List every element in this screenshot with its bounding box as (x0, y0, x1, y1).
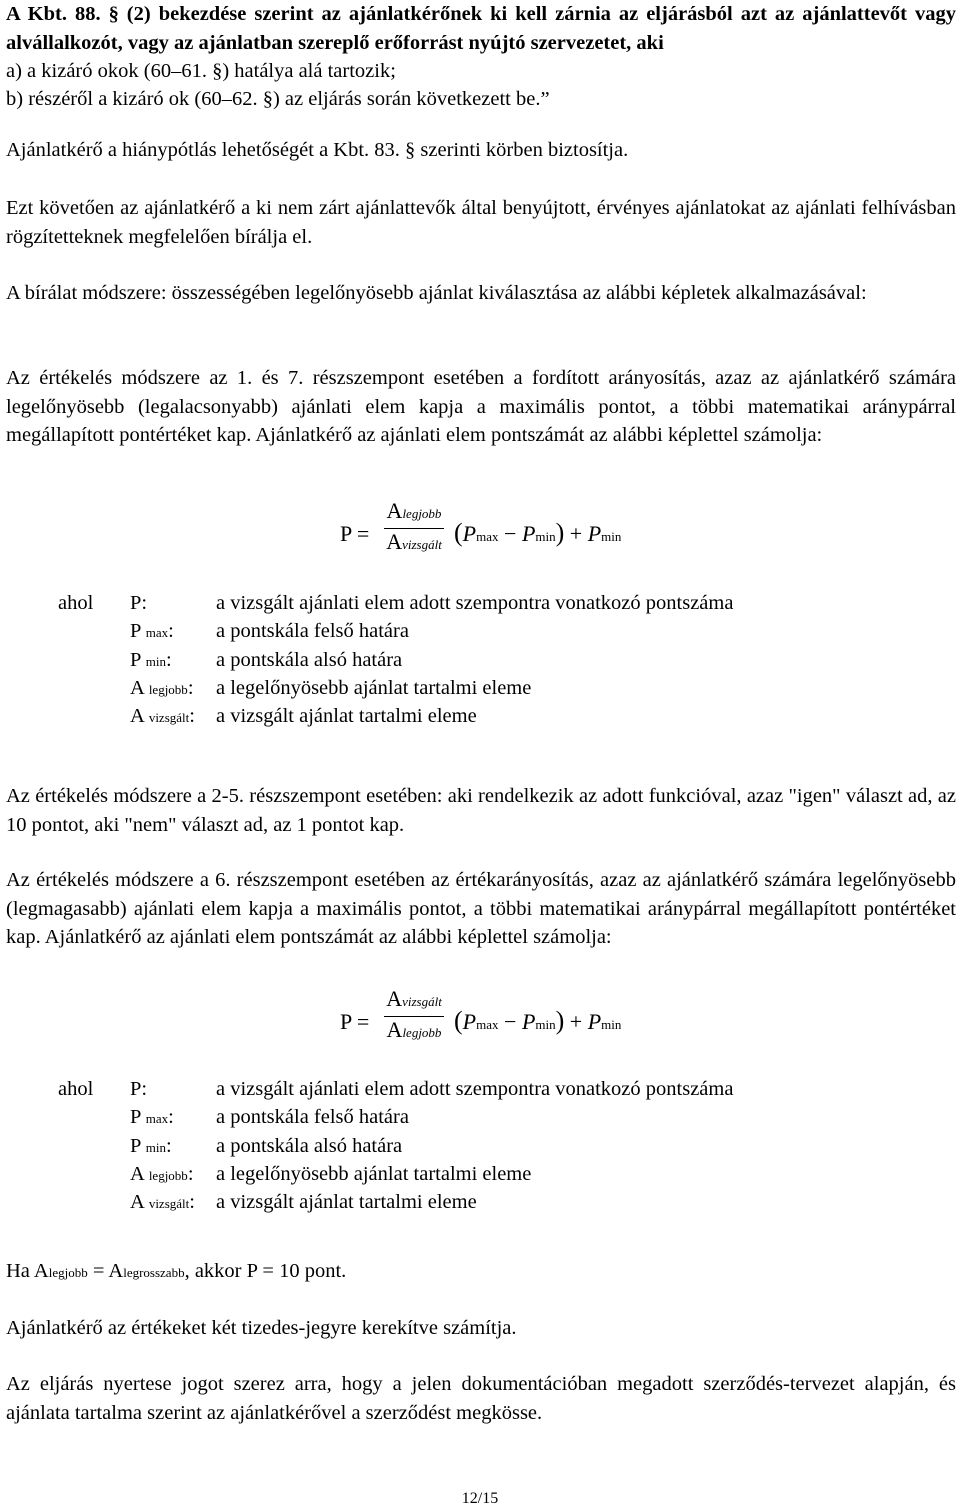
definition-colon: : (189, 705, 195, 728)
ha-subscript-legrosszabb: legrosszabb (123, 1265, 185, 1280)
ertekeles-1-7-paragraph: Az értékelés módszere az 1. és 7. részszempont esetében a fordított arányosítás, azaz az ajánlatkérő számára legelőnyösebb (legalacsonyabb) ajánlati elem kapja a maximális pontot, a többi matematikai aránypárral megállapított pontértéket kap. Ajánlatkérő az ajánlati elem pontszámát az alábbi képlettel számolja: (6, 367, 956, 446)
definition-colon: : (168, 1106, 174, 1129)
ha-egyenloseg-paragraph (6, 1257, 956, 1288)
p-min-subscript: min (535, 529, 556, 544)
open-paren: ( (454, 518, 463, 547)
nyertes-paragraph: Az eljárás nyertese jogot szerez arra, hogy a jelen dokumentációban megadott szerződés-tervezet alapján, és ajánlata tartalma szerint az ajánlatkérővel a szerződést megkösse. (6, 1373, 956, 1424)
plus-sign: + (569, 1009, 583, 1034)
kerekites-paragraph: Ajánlatkérő az értékeket két tizedes-jegyre kerekítve számítja. (6, 1317, 517, 1339)
fraction-denominator: A (386, 529, 403, 554)
definition-symbol: A (130, 705, 149, 728)
ertekeles-6-paragraph: Az értékelés módszere a 6. részszempont esetében az értékarányosítás, azaz az ajánlatkérő számára legelőnyösebb (legmagasabb) ajánlati elem kapja a maximális pontot, a többi matematikai aránypárral megállapított pontértéket kap. Ajánlatkérő az ajánlati elem pontszámát az alábbi képlettel számolja: (6, 869, 956, 948)
p-min-subscript: min (601, 1017, 622, 1032)
fraction-denominator: A (386, 1017, 403, 1042)
biralat-intro-paragraph: Ezt követően az ajánlatkérő a ki nem zárt ajánlattevők által benyújtott, érvényes ajánlatokat az ajánlati felhívásban rögzítetteknek megfelelően bírálja el. (6, 197, 956, 248)
definition-description: a vizsgált ajánlat tartalmi eleme (216, 1191, 477, 1214)
definition-subscript: legjobb (148, 681, 188, 697)
definition-symbol: A (130, 1162, 149, 1185)
definition-description: a vizsgált ajánlat tartalmi eleme (216, 705, 477, 728)
definition-subscript: vizsgált (148, 1196, 190, 1212)
formula-fraction (384, 498, 444, 559)
p-max-symbol: P (462, 1009, 477, 1034)
definition-colon: : (166, 648, 172, 671)
p-min-symbol: P (521, 1009, 536, 1034)
exclusion-item-b: b) részéről a kizáró ok (60–62. §) az eljárás során következett be.” (6, 88, 550, 110)
modszer-paragraph: A bírálat módszere: összességében legelőnyösebb ajánlat kiválasztása az alábbi képletek alkalmazásával: (6, 282, 867, 304)
ha-mid: = A (87, 1260, 124, 1282)
minus-sign: − (504, 521, 517, 546)
definition-subscript: legjobb (148, 1167, 188, 1183)
plus-sign: + (569, 521, 583, 546)
definition-description: a pontskála alsó határa (216, 648, 403, 671)
close-paren: ) (555, 518, 565, 547)
p-min-subscript: min (601, 529, 622, 544)
definition-colon: : (189, 1191, 195, 1214)
p-min-symbol: P (587, 521, 602, 546)
page-number: 12/15 (461, 1490, 499, 1507)
numerator-subscript: legjobb (402, 506, 442, 521)
p-max-subscript: max (476, 529, 499, 544)
definition-symbol: P (130, 1078, 142, 1100)
hianypotlas-paragraph: Ajánlatkérő a hiánypótlás lehetőségét a Kbt. 83. § szerinti körben biztosítja. (6, 139, 629, 161)
denominator-subscript: legjobb (402, 1025, 442, 1040)
formula-proportion (340, 986, 660, 1066)
definition-description: a vizsgált ajánlati elem adott szempontra vonatkozó pontszáma (216, 1078, 734, 1100)
p-max-subscript: max (476, 1017, 499, 1032)
definition-symbol: P (130, 592, 142, 614)
numerator-subscript: vizsgált (402, 994, 442, 1009)
fraction-numerator: A (386, 498, 403, 523)
definition-description: a vizsgált ajánlati elem adott szempontra vonatkozó pontszáma (216, 592, 734, 614)
open-paren: ( (454, 1006, 463, 1035)
p-max-symbol: P (462, 521, 477, 546)
formula-rhs (454, 518, 621, 548)
minus-sign: − (504, 1009, 517, 1034)
definition-symbol: A (130, 676, 149, 699)
definition-description: a legelőnyösebb ajánlat tartalmi eleme (216, 1162, 532, 1185)
definition-symbol: P (130, 1106, 146, 1129)
definition-symbol: P (130, 1134, 146, 1157)
exclusion-item-a: a) a kizáró okok (60–61. §) hatálya alá tartozik; (6, 60, 396, 82)
formula-fraction (384, 986, 444, 1047)
definition-description: a legelőnyösebb ajánlat tartalmi eleme (216, 676, 532, 699)
definition-description: a pontskála alsó határa (216, 1134, 403, 1157)
definition-colon: : (187, 1162, 194, 1185)
header-paragraph: A Kbt. 88. § (2) bekezdése szerint az ajánlatkérőnek ki kell zárnia az eljárásból azt az ajánlattevőt vagy alvállalkozót, vagy az ajánlatban szereplő erőforrást nyújtó szervezetet, aki (6, 3, 956, 54)
definition-colon: : (166, 1134, 172, 1157)
definition-colon: : (141, 592, 148, 614)
ertekeles-2-5-paragraph: Az értékelés módszere a 2-5. részszempont esetében: aki rendelkezik az adott funkcióval, azaz "igen" választ ad, az 10 pontot, aki "nem" választ ad, az 1 pontot kap. (6, 785, 956, 836)
definition-colon: : (168, 620, 174, 643)
definition-symbol: A (130, 1191, 149, 1214)
close-paren: ) (555, 1006, 565, 1035)
ha-prefix: Ha A (6, 1260, 49, 1282)
definition-colon: : (187, 676, 194, 699)
definition-colon: : (141, 1078, 148, 1100)
definition-subscript: max (145, 1111, 169, 1127)
formula-lhs: P = (340, 521, 370, 546)
p-min-symbol: P (521, 521, 536, 546)
ahol-label: ahol (58, 1078, 94, 1100)
definition-description: a pontskála felső határa (216, 1106, 409, 1129)
ahol-label: ahol (58, 592, 94, 614)
definition-description: a pontskála felső határa (216, 620, 409, 643)
definition-subscript: max (145, 625, 169, 641)
formula-rhs (454, 1006, 621, 1036)
definition-subscript: min (145, 1139, 166, 1155)
fraction-numerator: A (386, 986, 403, 1011)
p-min-subscript: min (535, 1017, 556, 1032)
ha-subscript-legjobb: legjobb (48, 1265, 88, 1280)
denominator-subscript: vizsgált (402, 537, 442, 552)
ha-suffix: , akkor P = 10 pont. (184, 1260, 347, 1282)
definition-subscript: vizsgált (148, 710, 190, 726)
formula-inverse-proportion (340, 498, 660, 578)
definition-subscript: min (145, 653, 166, 669)
formula-lhs: P = (340, 1009, 370, 1034)
definition-symbol: P (130, 648, 146, 671)
definition-symbol: P (130, 620, 146, 643)
p-min-symbol: P (587, 1009, 602, 1034)
